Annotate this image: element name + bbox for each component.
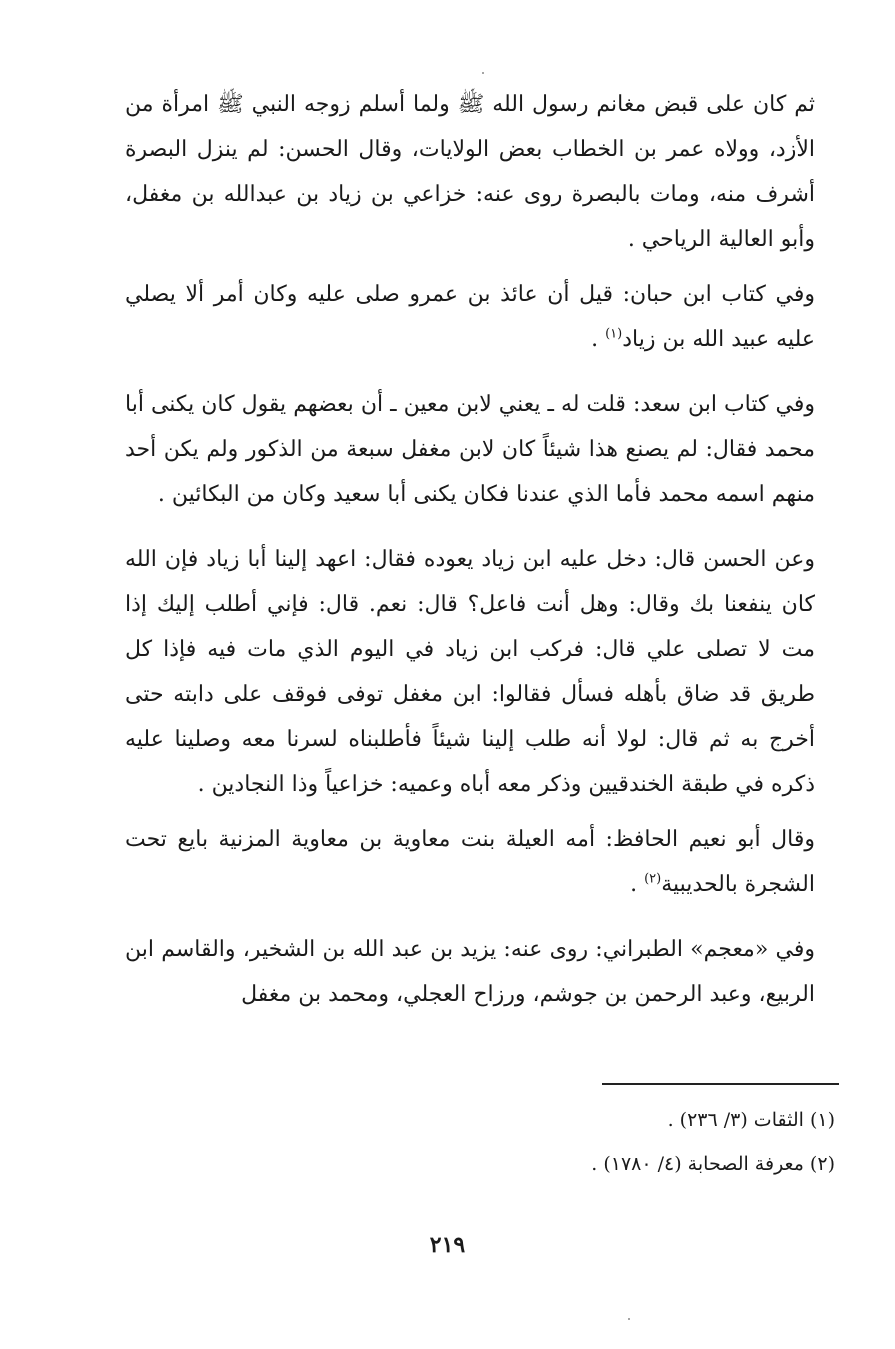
paragraph-2 (125, 272, 815, 362)
paragraph-5-text: وقال أبو نعيم الحافظ: أمه العيلة بنت معاوية بن معاوية المزنية بايع تحت الشجرة بالحديبية (125, 827, 815, 897)
paragraph-6-text: وفي «معجم» الطبراني: روى عنه: يزيد بن عبد الله بن الشخير، والقاسم ابن الربيع، وعبد الرحمن بن جوشم، ورزاح العجلي، ومحمد بن مغفل (125, 937, 815, 1007)
footnotes (125, 1098, 835, 1186)
paragraph-2-text: وفي كتاب ابن حبان: قيل أن عائذ بن عمرو صلى عليه وكان أمر ألا يصلي عليه عبيد الله بن زياد (125, 282, 815, 352)
footnote-2: (٢) معرفة الصحابة (٤/ ١٧٨٠) . (591, 1153, 835, 1175)
footnote-marker-1[interactable]: (١) (605, 326, 623, 342)
scan-speck (628, 1318, 630, 1320)
footnote-1: (١) الثقات (٣/ ٢٣٦) . (667, 1109, 835, 1131)
paragraph-6 (125, 927, 815, 1017)
paragraph-5-tail: . (630, 872, 645, 897)
page-number: ٢١٩ (429, 1232, 466, 1258)
paragraph-1 (125, 82, 815, 262)
paragraph-3-text: وفي كتاب ابن سعد: قلت له ـ يعني لابن معين ـ أن بعضهم يقول كان يكنى أبا محمد فقال: لم يصنع هذا شيئاً كان لابن مغفل سبعة من الذكور ولم يكن أحد منهم اسمه محمد فأما الذي عندنا فكان يكنى أبا سعيد وكان من البكائين . (125, 392, 815, 507)
footnote-marker-2[interactable]: (٢) (644, 871, 662, 887)
paragraph-1-text: ثم كان على قبض مغانم رسول الله ﷺ ولما أسلم زوجه النبي ﷺ امرأة من الأزد، وولاه عمر بن الخطاب بعض الولايات، وقال الحسن: لم ينزل البصرة أشرف منه، ومات بالبصرة روى عنه: خزاعي بن زياد بن عبدالله بن مغفل، وأبو العالية الرياحي . (125, 92, 815, 252)
footnote-divider (602, 1083, 839, 1085)
main-text (125, 82, 815, 1037)
paragraph-2-tail: . (591, 327, 606, 352)
paragraph-5 (125, 817, 815, 907)
paragraph-3 (125, 382, 815, 517)
scan-speck (482, 72, 484, 74)
paragraph-4 (125, 537, 815, 807)
paragraph-4-text: وعن الحسن قال: دخل عليه ابن زياد يعوده فقال: اعهد إلينا أبا زياد فإن الله كان ينفعنا بك وقال: وهل أنت فاعل؟ قال: نعم. قال: فإني أطلب إليك إذا مت لا تصلى علي قال: فركب ابن زياد في اليوم الذي مات فيه فإذا كل طريق قد ضاق بأهله فسأل فقالوا: ابن مغفل توفى فوقف على دابته حتى أخرج به ثم قال: لولا أنه طلب إلينا شيئاً فأطلبناه لسرنا معه وصلينا عليه ذكره في طبقة الخندقيين وذكر معه أباه وعميه: خزاعياً وذا النجادين . (125, 547, 815, 797)
